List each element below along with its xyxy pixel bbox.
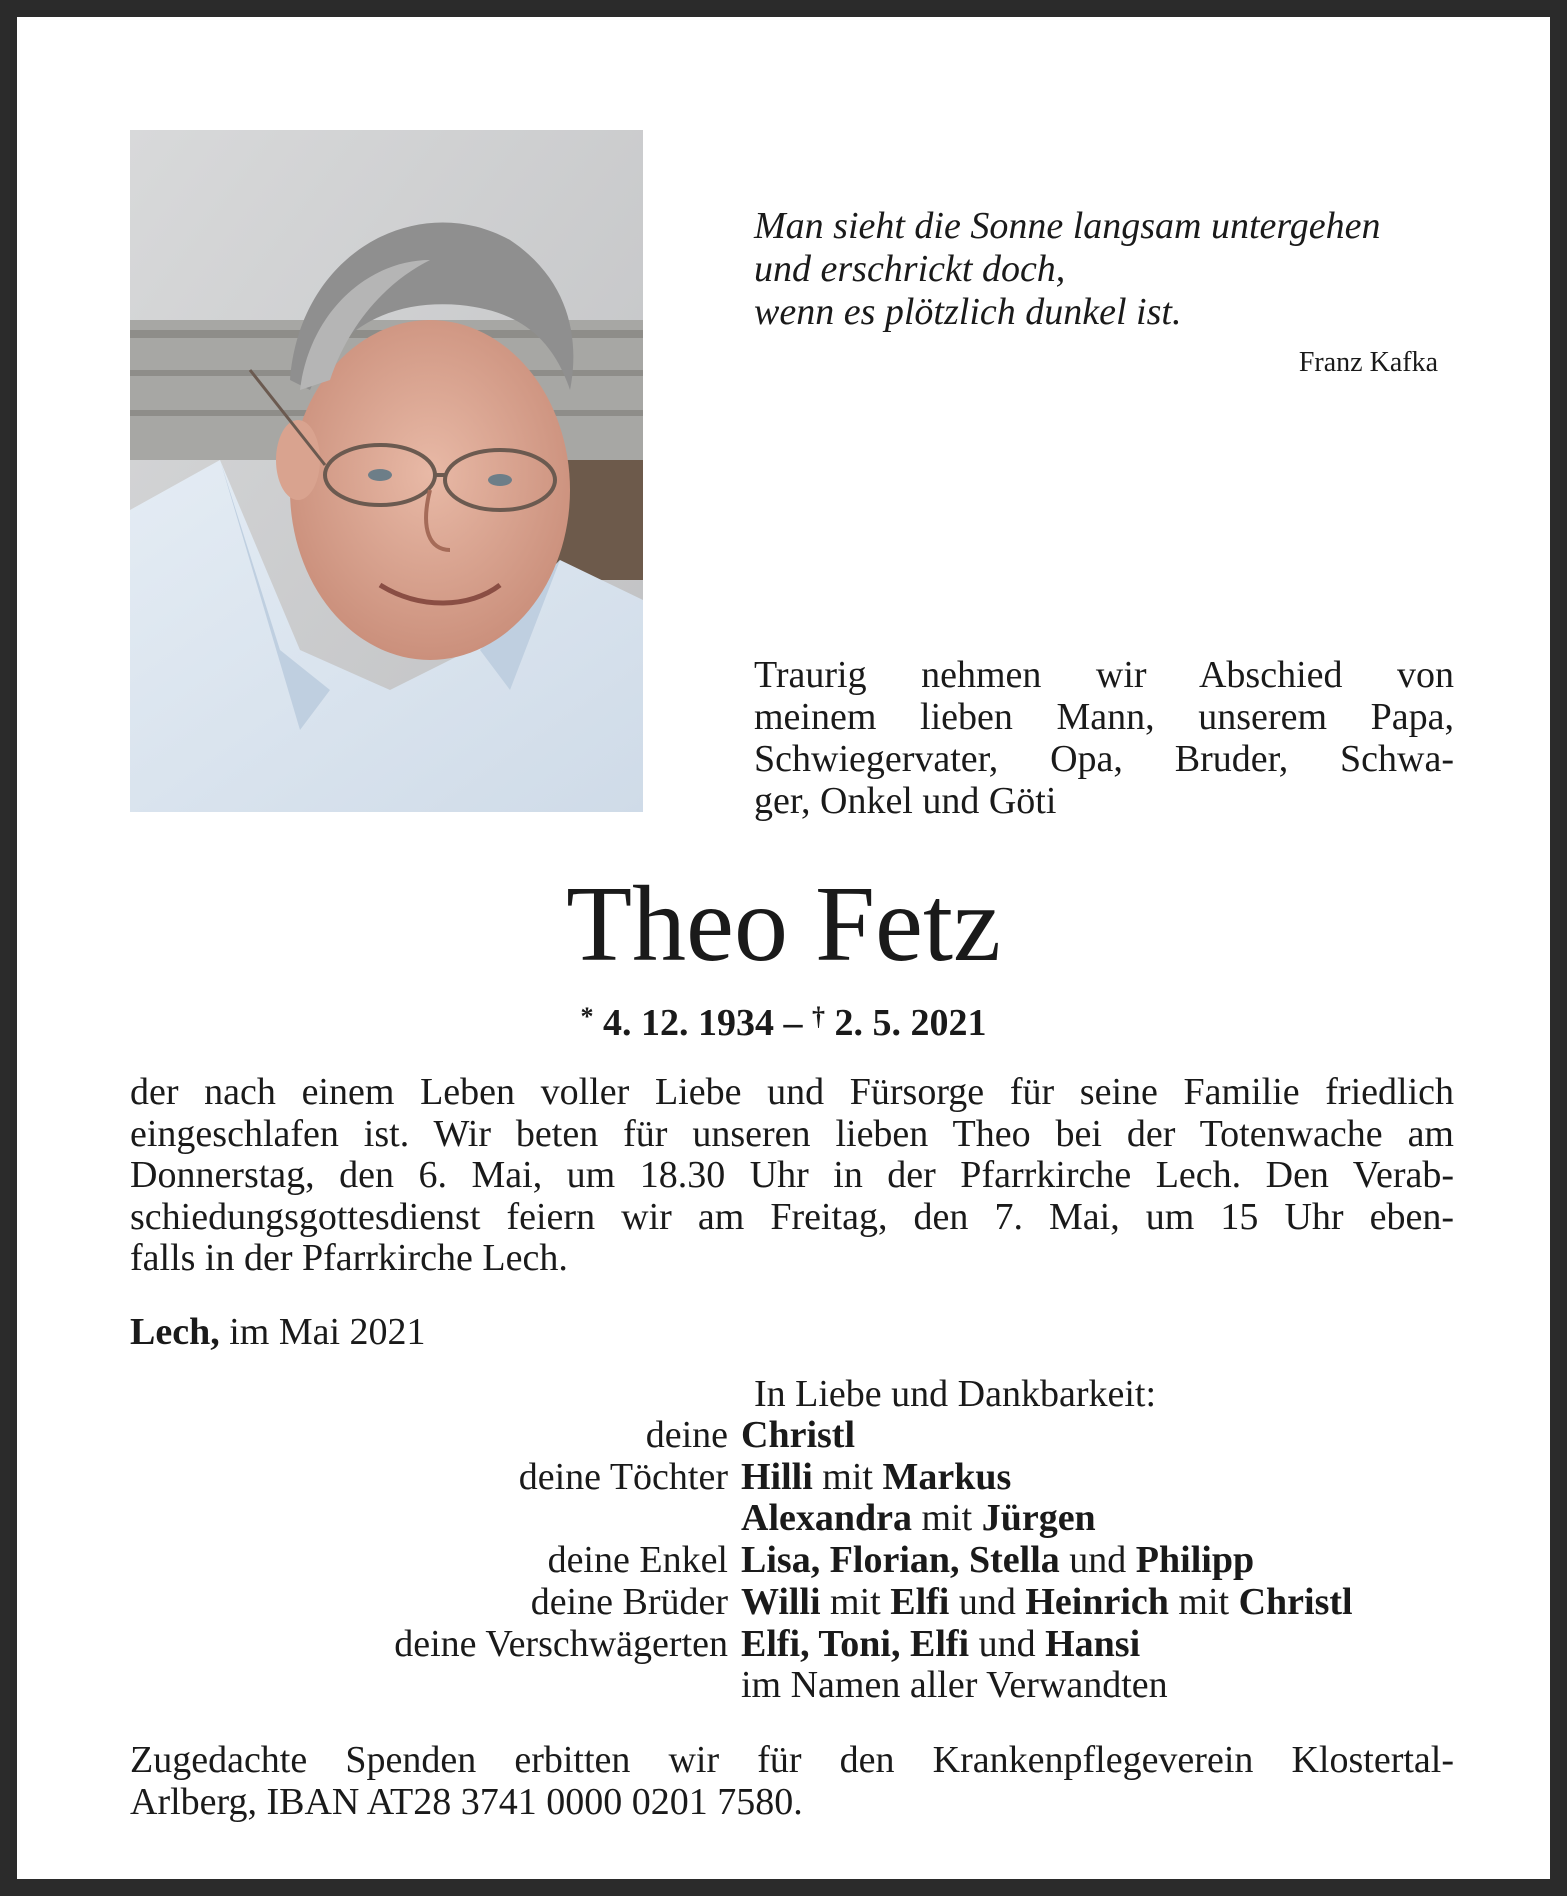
kafka-quote [754,205,1454,334]
date-separator: – [783,1002,803,1044]
donation-line: Arlberg, IBAN AT28 3741 0000 0201 7580. [130,1780,803,1823]
deceased-name: Theo Fetz [566,865,1001,984]
family-row [130,1540,1454,1582]
family-connector: und [969,1622,1046,1665]
family-member-name: Elfi, Toni, Elfi [741,1622,970,1665]
body-line: eingeschlafen ist. Wir beten für unseren lieben Theo bei der Totenwache am [130,1112,1454,1155]
family-list [130,1415,1454,1707]
family-relation [130,1498,741,1540]
family-connector: und [1059,1539,1136,1582]
family-relation: deine Enkel [547,1539,728,1582]
family-names [741,1498,1454,1540]
family-member-name: Willi [741,1580,821,1623]
family-row [130,1665,1454,1707]
portrait-photo [130,130,643,812]
family-names [741,1457,1454,1499]
intro-line: meinem lieben Mann, unserem Papa, [754,696,1454,738]
family-member-name: Heinrich [1025,1580,1169,1623]
family-row [130,1415,1454,1457]
intro-line: Schwiegervater, Opa, Bruder, Schwa- [754,738,1454,780]
family-names [741,1415,1454,1457]
family-connector: mit [820,1580,891,1623]
family-member-name: Philipp [1135,1539,1255,1582]
life-dates [17,1001,1550,1045]
family-relation: deine Brüder [530,1580,728,1623]
family-connector: im Namen aller Verwandten [741,1664,1168,1707]
family-connector: und [949,1580,1026,1623]
family-row [130,1582,1454,1624]
family-row [130,1457,1454,1499]
death-date: 2. 5. 2021 [834,1002,987,1044]
intro-line: ger, Onkel und Göti [754,780,1057,822]
intro-line: Traurig nehmen wir Abschied von [754,654,1454,696]
funeral-details [130,1072,1454,1280]
birth-star-icon: * [580,1002,594,1031]
family-relation: deine [645,1414,728,1456]
family-connector: mit [1168,1580,1239,1623]
family-row [130,1624,1454,1666]
place-date [130,1310,426,1354]
place-town: Lech, [130,1311,220,1353]
family-relation [130,1665,741,1707]
quote-author: Franz Kafka [1298,347,1438,378]
quote-line: wenn es plötzlich dunkel ist. [754,291,1182,333]
family-row [130,1498,1454,1540]
family-member-name: Hansi [1045,1622,1141,1665]
family-member-name: Christl [741,1414,855,1456]
family-member-name: Markus [882,1455,1012,1498]
family-names [741,1540,1454,1582]
family-member-name: Christl [1238,1580,1353,1623]
family-names [741,1624,1454,1666]
donation-note [130,1740,1454,1823]
family-member-name: Alexandra [741,1497,912,1540]
body-line: Donnerstag, den 6. Mai, um 18.30 Uhr in der Pfarrkirche Lech. Den Verab- [130,1154,1454,1196]
family-names [741,1665,1454,1707]
body-line: schiedungsgottesdienst feiern wir am Freitag, den 7. Mai, um 15 Uhr eben- [130,1195,1454,1238]
family-member-name: Lisa, Florian, Stella [741,1539,1060,1582]
place-month: im Mai 2021 [219,1311,426,1353]
birth-date: 4. 12. 1934 [603,1002,774,1044]
gratitude-heading: In Liebe und Dankbarkeit: [754,1373,1157,1415]
obituary-sheet [17,17,1550,1879]
farewell-intro [754,654,1454,822]
quote-line: Man sieht die Sonne langsam untergehen [754,205,1381,247]
death-cross-icon: † [812,1002,825,1031]
family-member-name: Hilli [741,1455,813,1498]
body-line: falls in der Pfarrkirche Lech. [130,1237,568,1279]
quote-line: und erschrickt doch, [754,248,1066,290]
family-member-name: Elfi [890,1580,950,1623]
family-member-name: Jürgen [981,1497,1096,1540]
family-relation: deine Verschwägerten [394,1622,728,1665]
family-connector: mit [812,1455,883,1498]
portrait-illustration [130,130,643,812]
family-names [741,1582,1454,1624]
donation-line: Zugedachte Spenden erbitten wir für den Krankenpflegeverein Klostertal- [130,1739,1454,1781]
family-relation: deine Töchter [518,1455,728,1498]
body-line: der nach einem Leben voller Liebe und Fürsorge für seine Familie friedlich [130,1071,1454,1113]
family-connector: mit [912,1497,982,1540]
